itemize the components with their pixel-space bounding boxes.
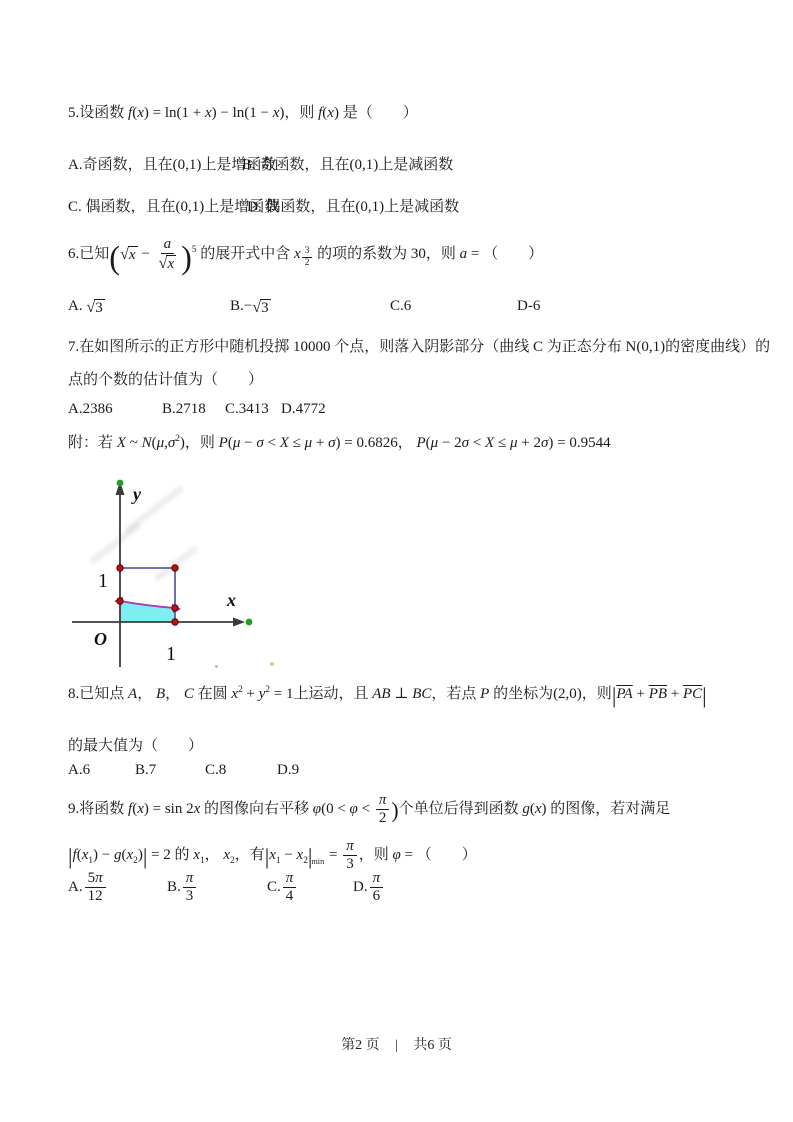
math-token: 的图像向右平移 [200, 801, 313, 818]
math-token: a [163, 236, 172, 252]
math-token: P [218, 435, 228, 451]
math-token: 点的个数的估计值为（ ） [68, 372, 264, 388]
math-token: x [137, 801, 144, 818]
math-token: ， [204, 847, 224, 864]
math-token: f [318, 105, 323, 121]
math-token [120, 246, 138, 264]
math-token: B.− [230, 298, 253, 314]
question-8-options-row [68, 762, 728, 786]
math-token: B.2718 [162, 401, 206, 417]
math-token: σ [461, 435, 470, 451]
math-token [85, 870, 106, 888]
math-token [86, 299, 104, 317]
q6-option-a [68, 298, 105, 317]
math-token: g [522, 801, 530, 818]
math-token [283, 888, 297, 905]
point-1-0 [172, 619, 178, 625]
math-token: x [534, 801, 542, 818]
math-token: A. [68, 879, 83, 896]
math-token: − [137, 245, 154, 262]
math-token: 的坐标为(2,0)，则 [489, 686, 612, 702]
math-token [159, 255, 177, 273]
math-token: ，若点 [431, 686, 481, 702]
math-token [183, 870, 197, 888]
q6-option-d [517, 298, 540, 315]
math-token [161, 236, 175, 254]
q6-option-c [390, 298, 411, 315]
math-token: D. 偶函数，且在(0,1)上是减函数 [247, 199, 460, 215]
math-token: x [294, 245, 301, 262]
math-token [283, 870, 297, 906]
footer-separator: | [395, 1038, 398, 1053]
math-token [370, 888, 384, 905]
math-token: + [242, 686, 259, 702]
math-token [85, 888, 106, 905]
math-token [156, 236, 180, 273]
math-token: σ [167, 435, 176, 451]
math-token: + [632, 686, 649, 702]
math-token: 1 [88, 856, 94, 867]
y-tick-label: 1 [98, 570, 108, 592]
math-token: x [193, 847, 200, 864]
q8-option-a [68, 762, 90, 779]
q7-figure [70, 475, 330, 675]
math-token: N [141, 435, 152, 451]
math-token: = （ ） [400, 847, 477, 864]
q9-option-a [68, 870, 108, 906]
math-token: 2 [230, 856, 235, 867]
math-token: + 2 [517, 435, 541, 451]
q5-option-d [247, 195, 459, 216]
math-token: X [279, 435, 289, 451]
y-axis-tip-dot [117, 480, 124, 487]
math-token: )，则 [179, 435, 219, 451]
math-token: − [280, 847, 297, 864]
math-token: 2 [238, 685, 243, 695]
math-token [166, 255, 176, 273]
math-token: ( [227, 435, 233, 451]
math-token: X [485, 435, 495, 451]
math-token: $\overline{PC}$ [683, 686, 703, 702]
math-token: φ [312, 801, 322, 818]
math-token: 1 [199, 856, 205, 867]
math-token: ) = 0.9544 [548, 435, 611, 451]
math-token: − [240, 435, 257, 451]
math-token: x [231, 686, 239, 702]
math-token: 2 [175, 434, 180, 444]
math-token [283, 870, 297, 888]
math-token: ( [529, 801, 535, 818]
scan-artifact-dot [270, 662, 274, 666]
math-token: x [272, 105, 280, 121]
math-token: 的最大值为（ ） [68, 738, 204, 754]
math-token: ) 的图像，若对满足 [541, 801, 671, 818]
math-token: ~ [125, 435, 142, 451]
math-token: 的项的系数为 30，则 [313, 245, 460, 262]
math-token [260, 299, 271, 317]
math-token: | [68, 844, 73, 870]
math-token [376, 810, 390, 827]
math-token: g [113, 847, 122, 864]
q8-option-b [135, 762, 156, 779]
math-token: y [258, 686, 266, 702]
math-token: √ [252, 297, 262, 316]
shaded-region [120, 601, 175, 622]
math-token: x [126, 847, 134, 864]
math-token [128, 246, 138, 264]
math-token: π [378, 792, 387, 808]
q9-option-c [267, 870, 298, 906]
math-token: 8.已知点 [68, 686, 129, 702]
math-token: ) − ln(1 − [211, 105, 273, 121]
math-token: ( [109, 239, 121, 276]
math-token: B. [167, 879, 181, 896]
math-token [183, 870, 197, 906]
point-curve-left [117, 598, 123, 604]
math-token: D. [353, 879, 368, 896]
math-token [94, 299, 105, 317]
math-token: 1 [275, 856, 281, 867]
math-token: = 1上运动，且 [270, 686, 373, 702]
footer-total-pages: 共6 页 [413, 1038, 452, 1053]
math-token: P [416, 435, 426, 451]
question-8-line-1 [68, 682, 707, 708]
math-token: 2 [304, 257, 310, 268]
math-token: 7.在如图所示的正方形中随机投掷 10000 个点，则落入阴影部分（曲线 C 为正态分布 N(0,1)的密度曲线）的 [68, 339, 771, 355]
math-token: ) [137, 847, 143, 864]
math-token: min [311, 856, 325, 866]
question-7-note [68, 433, 611, 454]
x-axis-tip-dot [246, 619, 253, 626]
q7-option-c [225, 401, 269, 418]
math-token: x [296, 847, 304, 864]
math-token [376, 792, 390, 828]
math-token: 6.已知 [68, 245, 110, 262]
math-token: | [611, 682, 617, 708]
math-token: )，则 [279, 105, 319, 121]
math-token: 12 [87, 888, 103, 905]
math-token: 在圆 [193, 686, 232, 702]
math-token: x [81, 847, 89, 864]
math-token: 附：若 [68, 435, 117, 451]
math-token: ) = ln(1 + [143, 105, 205, 121]
math-token [343, 838, 357, 874]
math-token: | [264, 844, 270, 870]
math-token: x [327, 105, 334, 121]
math-token: ≤ [494, 435, 510, 451]
math-token: ) = sin 2 [143, 801, 194, 818]
math-token: | [702, 682, 707, 708]
q8-option-d [277, 762, 299, 779]
x-tick-label: 1 [166, 643, 176, 665]
math-token: 5.设函数 [68, 105, 129, 121]
math-token: μ [232, 435, 241, 451]
math-token: ( [425, 435, 431, 451]
question-7-line-2 [68, 370, 263, 391]
math-token: 5 [87, 870, 96, 886]
math-token: ≤ [288, 435, 305, 451]
math-token: C. 偶函数，且在(0,1)上是增函数 [68, 199, 280, 215]
math-token: AB [372, 686, 391, 702]
math-token: π [95, 870, 103, 886]
math-token: B. 奇函数，且在(0,1)上是减函数 [242, 157, 454, 173]
math-token: π [285, 870, 294, 886]
math-token: x [193, 801, 201, 818]
question-5-options-row-1 [68, 153, 728, 177]
math-token [85, 870, 106, 906]
math-token: ( [76, 847, 82, 864]
math-token [376, 792, 390, 810]
question-5-stem [68, 103, 418, 124]
x-axis-label: x [227, 590, 236, 610]
math-token: C. [267, 879, 281, 896]
math-token: 5 [191, 244, 197, 255]
math-token: 3 [95, 299, 103, 316]
math-token: ( [132, 801, 138, 818]
math-token: μ [304, 435, 313, 451]
point-curve-right [172, 605, 178, 611]
math-token: ( [322, 105, 328, 121]
math-token: D.9 [277, 762, 300, 778]
math-token: ⊥ [390, 686, 413, 702]
math-token: φ [349, 801, 358, 818]
math-token: 4 [285, 888, 294, 905]
math-token [156, 254, 180, 273]
math-token [302, 246, 313, 268]
math-token: $\overline{PB}$ [648, 686, 668, 702]
math-token: ( [121, 847, 127, 864]
math-token: σ [256, 435, 264, 451]
question-5-options-row-2 [68, 195, 728, 219]
math-token: < [263, 435, 280, 451]
math-token: ) [391, 798, 399, 823]
math-token: 9.将函数 [68, 801, 129, 818]
math-token: σ [328, 435, 336, 451]
math-token: x [167, 255, 175, 272]
question-7-options-row [68, 401, 728, 425]
math-token: < [469, 435, 486, 451]
math-token: | [142, 844, 148, 870]
math-token: BC [412, 686, 432, 702]
math-token: π [185, 870, 194, 886]
math-token: , [164, 435, 168, 451]
math-token: A. [68, 298, 87, 314]
point-1-1 [172, 565, 178, 571]
math-token: P [480, 686, 490, 702]
math-token: = 2 的 [147, 847, 194, 864]
math-token [370, 870, 384, 888]
math-token: √ [120, 245, 129, 264]
question-6-stem [68, 236, 544, 276]
math-token [252, 299, 270, 317]
math-token: 3 [302, 246, 313, 258]
math-token: = [325, 847, 342, 864]
math-token: < [357, 801, 374, 818]
math-token: C [183, 686, 194, 702]
math-token: ) = 0.6826， [335, 435, 417, 451]
q7-option-a [68, 401, 113, 418]
math-token: x [269, 847, 276, 864]
math-token: 2 [378, 810, 387, 827]
footer-page-number: 第2 页 [341, 1038, 380, 1053]
q7-option-b [162, 401, 206, 418]
math-token: a [459, 245, 468, 262]
math-token: B [155, 686, 166, 702]
math-token: + [312, 435, 329, 451]
q9-option-b [167, 870, 198, 906]
math-token: f [72, 847, 77, 864]
math-token: x [204, 105, 212, 121]
math-token: D.4772 [281, 401, 326, 417]
math-token: π [372, 870, 381, 886]
y-axis-label: y [133, 484, 141, 504]
math-token: 3 [185, 888, 194, 905]
math-token: − 2 [438, 435, 462, 451]
math-token: ) [181, 239, 192, 276]
math-token: 个单位后得到函数 [398, 801, 523, 818]
math-token: (0 < [321, 801, 350, 818]
math-token: ， [137, 686, 156, 702]
math-token: C.6 [390, 298, 412, 314]
math-token: √ [86, 297, 96, 316]
math-token: = （ ） [467, 245, 544, 262]
math-token: f [128, 801, 133, 818]
math-token: φ [392, 847, 401, 864]
math-token: ( [151, 435, 157, 451]
math-token: ( [132, 105, 138, 121]
math-token [307, 844, 325, 870]
question-9-line-1 [68, 792, 670, 828]
question-8-line-2 [68, 736, 203, 757]
math-token [183, 888, 197, 905]
math-token: π [346, 838, 354, 854]
math-token: C.8 [205, 762, 227, 778]
math-token: ) − [93, 847, 114, 864]
math-token: x [137, 105, 144, 121]
math-token: μ [156, 435, 165, 451]
q9-option-d [353, 870, 385, 906]
math-token: A.6 [68, 762, 91, 778]
question-9-options-row [68, 870, 728, 916]
math-token: ，则 [358, 847, 393, 864]
math-token: A.2386 [68, 401, 113, 417]
q7-option-d [281, 401, 326, 418]
math-token: A.奇函数，且在(0,1)上是增函数 [68, 157, 277, 173]
math-token: X [116, 435, 126, 451]
point-0-1 [117, 565, 123, 571]
page-footer [0, 1034, 793, 1054]
math-token: σ [540, 435, 549, 451]
math-token: f [128, 105, 133, 121]
math-token: 3 [261, 299, 269, 316]
x-axis-arrow [233, 618, 245, 627]
math-token: ) 是（ ） [333, 105, 418, 121]
question-7-line-1 [68, 337, 770, 358]
math-token: D-6 [517, 298, 541, 314]
math-token: + [667, 686, 683, 702]
scan-artifact-dot [215, 665, 218, 668]
math-token: A [128, 686, 138, 702]
origin-label: O [94, 629, 107, 649]
math-token: B.7 [135, 762, 157, 778]
q8-option-c [205, 762, 226, 779]
math-token: C.3413 [225, 401, 269, 417]
math-token: x [128, 247, 136, 264]
math-token: x [223, 847, 231, 864]
math-token: 3 [346, 856, 354, 873]
question-6-options-row [68, 298, 728, 322]
math-token: 2 [265, 685, 271, 695]
math-token [370, 870, 384, 906]
q5-option-b [242, 153, 453, 174]
math-token: 2 [133, 856, 138, 867]
q6-option-b [230, 298, 271, 317]
math-token: μ [509, 435, 518, 451]
math-token: √ [158, 253, 168, 272]
math-token: 2 [303, 856, 308, 867]
math-token: $\overline{PA}$ [616, 686, 633, 702]
math-token: ，有 [234, 847, 265, 864]
math-token: | [307, 844, 313, 870]
math-token: 的展开式中含 [196, 245, 295, 262]
question-9-line-2 [68, 838, 477, 874]
math-token [343, 838, 357, 856]
math-token: ， [165, 686, 184, 702]
math-token: 6 [372, 888, 381, 905]
math-token: μ [430, 435, 439, 451]
